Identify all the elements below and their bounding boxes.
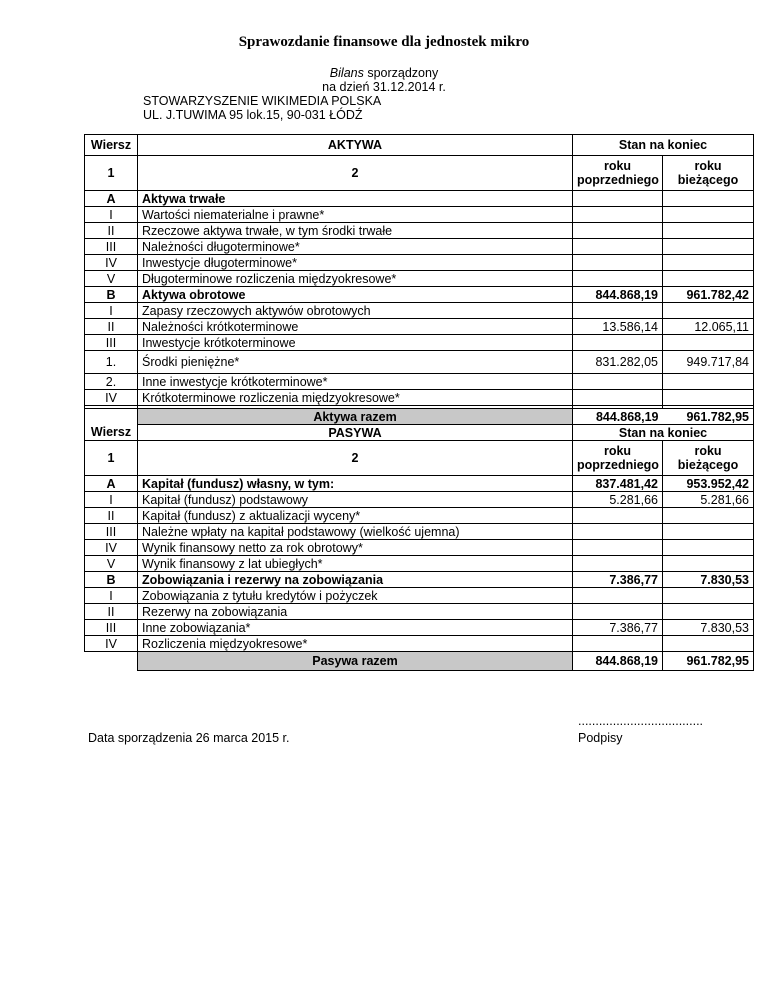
aktywa-row-id: II bbox=[85, 319, 138, 335]
pasywa-row bbox=[85, 540, 754, 556]
pasywa-row-curr: 953.952,42 bbox=[663, 476, 754, 492]
aktywa-row-id: IV bbox=[85, 255, 138, 271]
pasywa-row-prev bbox=[573, 524, 663, 540]
aktywa-row-id: 1. bbox=[85, 351, 138, 374]
aktywa-row-curr: 12.065,11 bbox=[663, 319, 754, 335]
aktywa-row-prev: 13.586,14 bbox=[573, 319, 663, 335]
aktywa-row-label: Zapasy rzeczowych aktywów obrotowych bbox=[138, 303, 573, 319]
aktywa-row-label: Aktywa obrotowe bbox=[138, 287, 573, 303]
aktywa-row bbox=[85, 223, 754, 239]
aktywa-row-prev bbox=[573, 271, 663, 287]
aktywa-row bbox=[85, 351, 754, 374]
aktywa-col-prev: roku poprzedniego bbox=[573, 156, 663, 191]
aktywa-subheader-row bbox=[85, 156, 754, 191]
aktywa-row-prev bbox=[573, 303, 663, 319]
pasywa-col-wiersz: Wiersz bbox=[85, 425, 138, 441]
aktywa-row-prev bbox=[573, 374, 663, 390]
pasywa-row-label: Wynik finansowy netto za rok obrotowy* bbox=[138, 540, 573, 556]
aktywa-row-id: II bbox=[85, 223, 138, 239]
aktywa-row-curr bbox=[663, 255, 754, 271]
aktywa-row-id: IV bbox=[85, 390, 138, 406]
aktywa-row-prev bbox=[573, 335, 663, 351]
aktywa-row-curr bbox=[663, 374, 754, 390]
pasywa-row-label: Wynik finansowy z lat ubiegłych* bbox=[138, 556, 573, 572]
aktywa-row-curr bbox=[663, 390, 754, 406]
pasywa-row-curr bbox=[663, 604, 754, 620]
balance-date: na dzień 31.12.2014 r. bbox=[322, 80, 446, 94]
pasywa-row-prev bbox=[573, 508, 663, 524]
aktywa-row bbox=[85, 255, 754, 271]
aktywa-row-curr bbox=[663, 223, 754, 239]
aktywa-row-prev bbox=[573, 255, 663, 271]
pasywa-row-id: I bbox=[85, 492, 138, 508]
pasywa-total-prev: 844.868,19 bbox=[573, 652, 663, 671]
aktywa-row-curr bbox=[663, 207, 754, 223]
aktywa-col-title: AKTYWA bbox=[138, 135, 573, 156]
aktywa-row-id: V bbox=[85, 271, 138, 287]
aktywa-row-curr bbox=[663, 271, 754, 287]
aktywa-row bbox=[85, 335, 754, 351]
pasywa-row-curr: 5.281,66 bbox=[663, 492, 754, 508]
aktywa-row-curr bbox=[663, 239, 754, 255]
pasywa-row-curr bbox=[663, 540, 754, 556]
organization-name: STOWARZYSZENIE WIKIMEDIA POLSKA bbox=[143, 94, 382, 108]
pasywa-row-curr: 7.830,53 bbox=[663, 572, 754, 588]
aktywa-col-wiersz: Wiersz bbox=[85, 135, 138, 156]
pasywa-row-curr bbox=[663, 588, 754, 604]
pasywa-row-id: B bbox=[85, 572, 138, 588]
aktywa-row-label: Należności długoterminowe* bbox=[138, 239, 573, 255]
pasywa-row bbox=[85, 476, 754, 492]
pasywa-row-label: Kapitał (fundusz) podstawowy bbox=[138, 492, 573, 508]
pasywa-row-label: Inne zobowiązania* bbox=[138, 620, 573, 636]
aktywa-row-curr bbox=[663, 335, 754, 351]
aktywa-row bbox=[85, 319, 754, 335]
pasywa-row-label: Zobowiązania i rezerwy na zobowiązania bbox=[138, 572, 573, 588]
balance-type-line bbox=[0, 66, 768, 80]
pasywa-row bbox=[85, 604, 754, 620]
pasywa-row bbox=[85, 492, 754, 508]
pasywa-num-2: 2 bbox=[138, 441, 573, 476]
aktywa-body bbox=[85, 191, 754, 406]
pasywa-num-1: 1 bbox=[85, 441, 138, 476]
pasywa-row-prev bbox=[573, 588, 663, 604]
pasywa-row-id: A bbox=[85, 476, 138, 492]
aktywa-row bbox=[85, 271, 754, 287]
aktywa-row bbox=[85, 287, 754, 303]
aktywa-row-id: III bbox=[85, 335, 138, 351]
pasywa-row-label: Rezerwy na zobowiązania bbox=[138, 604, 573, 620]
aktywa-num-2: 2 bbox=[138, 156, 573, 191]
aktywa-row-label: Inne inwestycje krótkoterminowe* bbox=[138, 374, 573, 390]
pasywa-row-id: I bbox=[85, 588, 138, 604]
aktywa-row bbox=[85, 191, 754, 207]
pasywa-row-prev: 7.386,77 bbox=[573, 620, 663, 636]
aktywa-row bbox=[85, 207, 754, 223]
aktywa-row-id: I bbox=[85, 207, 138, 223]
pasywa-col-stan: Stan na koniec bbox=[573, 425, 754, 441]
aktywa-row-prev bbox=[573, 223, 663, 239]
aktywa-row-label: Długoterminowe rozliczenia międzyokresowe* bbox=[138, 271, 573, 287]
aktywa-row-prev bbox=[573, 239, 663, 255]
aktywa-row-curr bbox=[663, 303, 754, 319]
pasywa-col-title: PASYWA bbox=[138, 425, 573, 441]
aktywa-row-label: Środki pieniężne* bbox=[138, 351, 573, 374]
balance-label-rest: sporządzony bbox=[363, 66, 439, 80]
aktywa-total-curr: 961.782,95 bbox=[663, 409, 754, 425]
pasywa-row-prev bbox=[573, 556, 663, 572]
aktywa-row-prev bbox=[573, 207, 663, 223]
signature-label: Podpisy bbox=[578, 731, 623, 745]
aktywa-row-prev: 844.868,19 bbox=[573, 287, 663, 303]
pasywa-row-id: II bbox=[85, 604, 138, 620]
pasywa-row-label: Zobowiązania z tytułu kredytów i pożyczek bbox=[138, 588, 573, 604]
aktywa-row-label: Inwestycje długoterminowe* bbox=[138, 255, 573, 271]
organization-address: UL. J.TUWIMA 95 lok.15, 90-031 ŁÓDŹ bbox=[143, 108, 363, 122]
pasywa-total-row bbox=[85, 652, 754, 671]
aktywa-row-curr: 961.782,42 bbox=[663, 287, 754, 303]
pasywa-row-curr bbox=[663, 636, 754, 652]
document-title: Sprawozdanie finansowe dla jednostek mikro bbox=[238, 34, 530, 50]
pasywa-row-label: Kapitał (fundusz) z aktualizacji wyceny* bbox=[138, 508, 573, 524]
pasywa-row-prev bbox=[573, 540, 663, 556]
pasywa-row-curr bbox=[663, 556, 754, 572]
aktywa-row bbox=[85, 239, 754, 255]
pasywa-row bbox=[85, 636, 754, 652]
aktywa-row-id: I bbox=[85, 303, 138, 319]
aktywa-row-label: Krótkoterminowe rozliczenia międzyokresowe* bbox=[138, 390, 573, 406]
aktywa-row bbox=[85, 390, 754, 406]
aktywa-num-1: 1 bbox=[85, 156, 138, 191]
aktywa-row bbox=[85, 374, 754, 390]
aktywa-row-id: B bbox=[85, 287, 138, 303]
pasywa-row bbox=[85, 508, 754, 524]
pasywa-total-curr: 961.782,95 bbox=[663, 652, 754, 671]
aktywa-total-prev: 844.868,19 bbox=[573, 409, 663, 425]
pasywa-row-id: IV bbox=[85, 540, 138, 556]
aktywa-total-label: Aktywa razem bbox=[138, 409, 573, 425]
pasywa-row-id: V bbox=[85, 556, 138, 572]
balance-sheet-table bbox=[84, 134, 754, 671]
pasywa-col-curr: roku bieżącego bbox=[663, 441, 754, 476]
pasywa-row-id: III bbox=[85, 524, 138, 540]
pasywa-total-label: Pasywa razem bbox=[138, 652, 573, 671]
pasywa-row-curr bbox=[663, 508, 754, 524]
aktywa-col-stan: Stan na koniec bbox=[573, 135, 754, 156]
aktywa-col-curr: roku bieżącego bbox=[663, 156, 754, 191]
aktywa-total-row bbox=[85, 409, 754, 425]
aktywa-row-label: Należności krótkoterminowe bbox=[138, 319, 573, 335]
aktywa-row-label: Inwestycje krótkoterminowe bbox=[138, 335, 573, 351]
aktywa-row-prev bbox=[573, 191, 663, 207]
pasywa-row-id: III bbox=[85, 620, 138, 636]
pasywa-row bbox=[85, 620, 754, 636]
aktywa-row-id: III bbox=[85, 239, 138, 255]
pasywa-row-prev: 5.281,66 bbox=[573, 492, 663, 508]
aktywa-row-curr bbox=[663, 191, 754, 207]
signature-line: .................................... bbox=[578, 714, 704, 728]
pasywa-row-curr: 7.830,53 bbox=[663, 620, 754, 636]
pasywa-row bbox=[85, 588, 754, 604]
aktywa-header-row bbox=[85, 135, 754, 156]
pasywa-row bbox=[85, 524, 754, 540]
pasywa-body bbox=[85, 476, 754, 652]
pasywa-header-row bbox=[85, 425, 754, 441]
pasywa-row-prev: 7.386,77 bbox=[573, 572, 663, 588]
pasywa-row-id: IV bbox=[85, 636, 138, 652]
aktywa-row-label: Rzeczowe aktywa trwałe, w tym środki trwałe bbox=[138, 223, 573, 239]
aktywa-row-curr: 949.717,84 bbox=[663, 351, 754, 374]
aktywa-row-prev bbox=[573, 390, 663, 406]
pasywa-row-prev bbox=[573, 636, 663, 652]
pasywa-row-label: Kapitał (fundusz) własny, w tym: bbox=[138, 476, 573, 492]
pasywa-row-prev bbox=[573, 604, 663, 620]
aktywa-row-id: A bbox=[85, 191, 138, 207]
balance-label: Bilans bbox=[329, 66, 364, 80]
pasywa-row-id: II bbox=[85, 508, 138, 524]
pasywa-row-label: Należne wpłaty na kapitał podstawowy (wielkość ujemna) bbox=[138, 524, 573, 540]
pasywa-row-curr bbox=[663, 524, 754, 540]
aktywa-row-prev: 831.282,05 bbox=[573, 351, 663, 374]
pasywa-row-label: Rozliczenia międzyokresowe* bbox=[138, 636, 573, 652]
aktywa-row-id: 2. bbox=[85, 374, 138, 390]
pasywa-row-prev: 837.481,42 bbox=[573, 476, 663, 492]
pasywa-row bbox=[85, 572, 754, 588]
preparation-date: Data sporządzenia 26 marca 2015 r. bbox=[88, 731, 290, 745]
aktywa-row bbox=[85, 303, 754, 319]
aktywa-row-label: Wartości niematerialne i prawne* bbox=[138, 207, 573, 223]
pasywa-subheader-row bbox=[85, 441, 754, 476]
pasywa-col-prev: roku poprzedniego bbox=[573, 441, 663, 476]
pasywa-row bbox=[85, 556, 754, 572]
aktywa-row-label: Aktywa trwałe bbox=[138, 191, 573, 207]
